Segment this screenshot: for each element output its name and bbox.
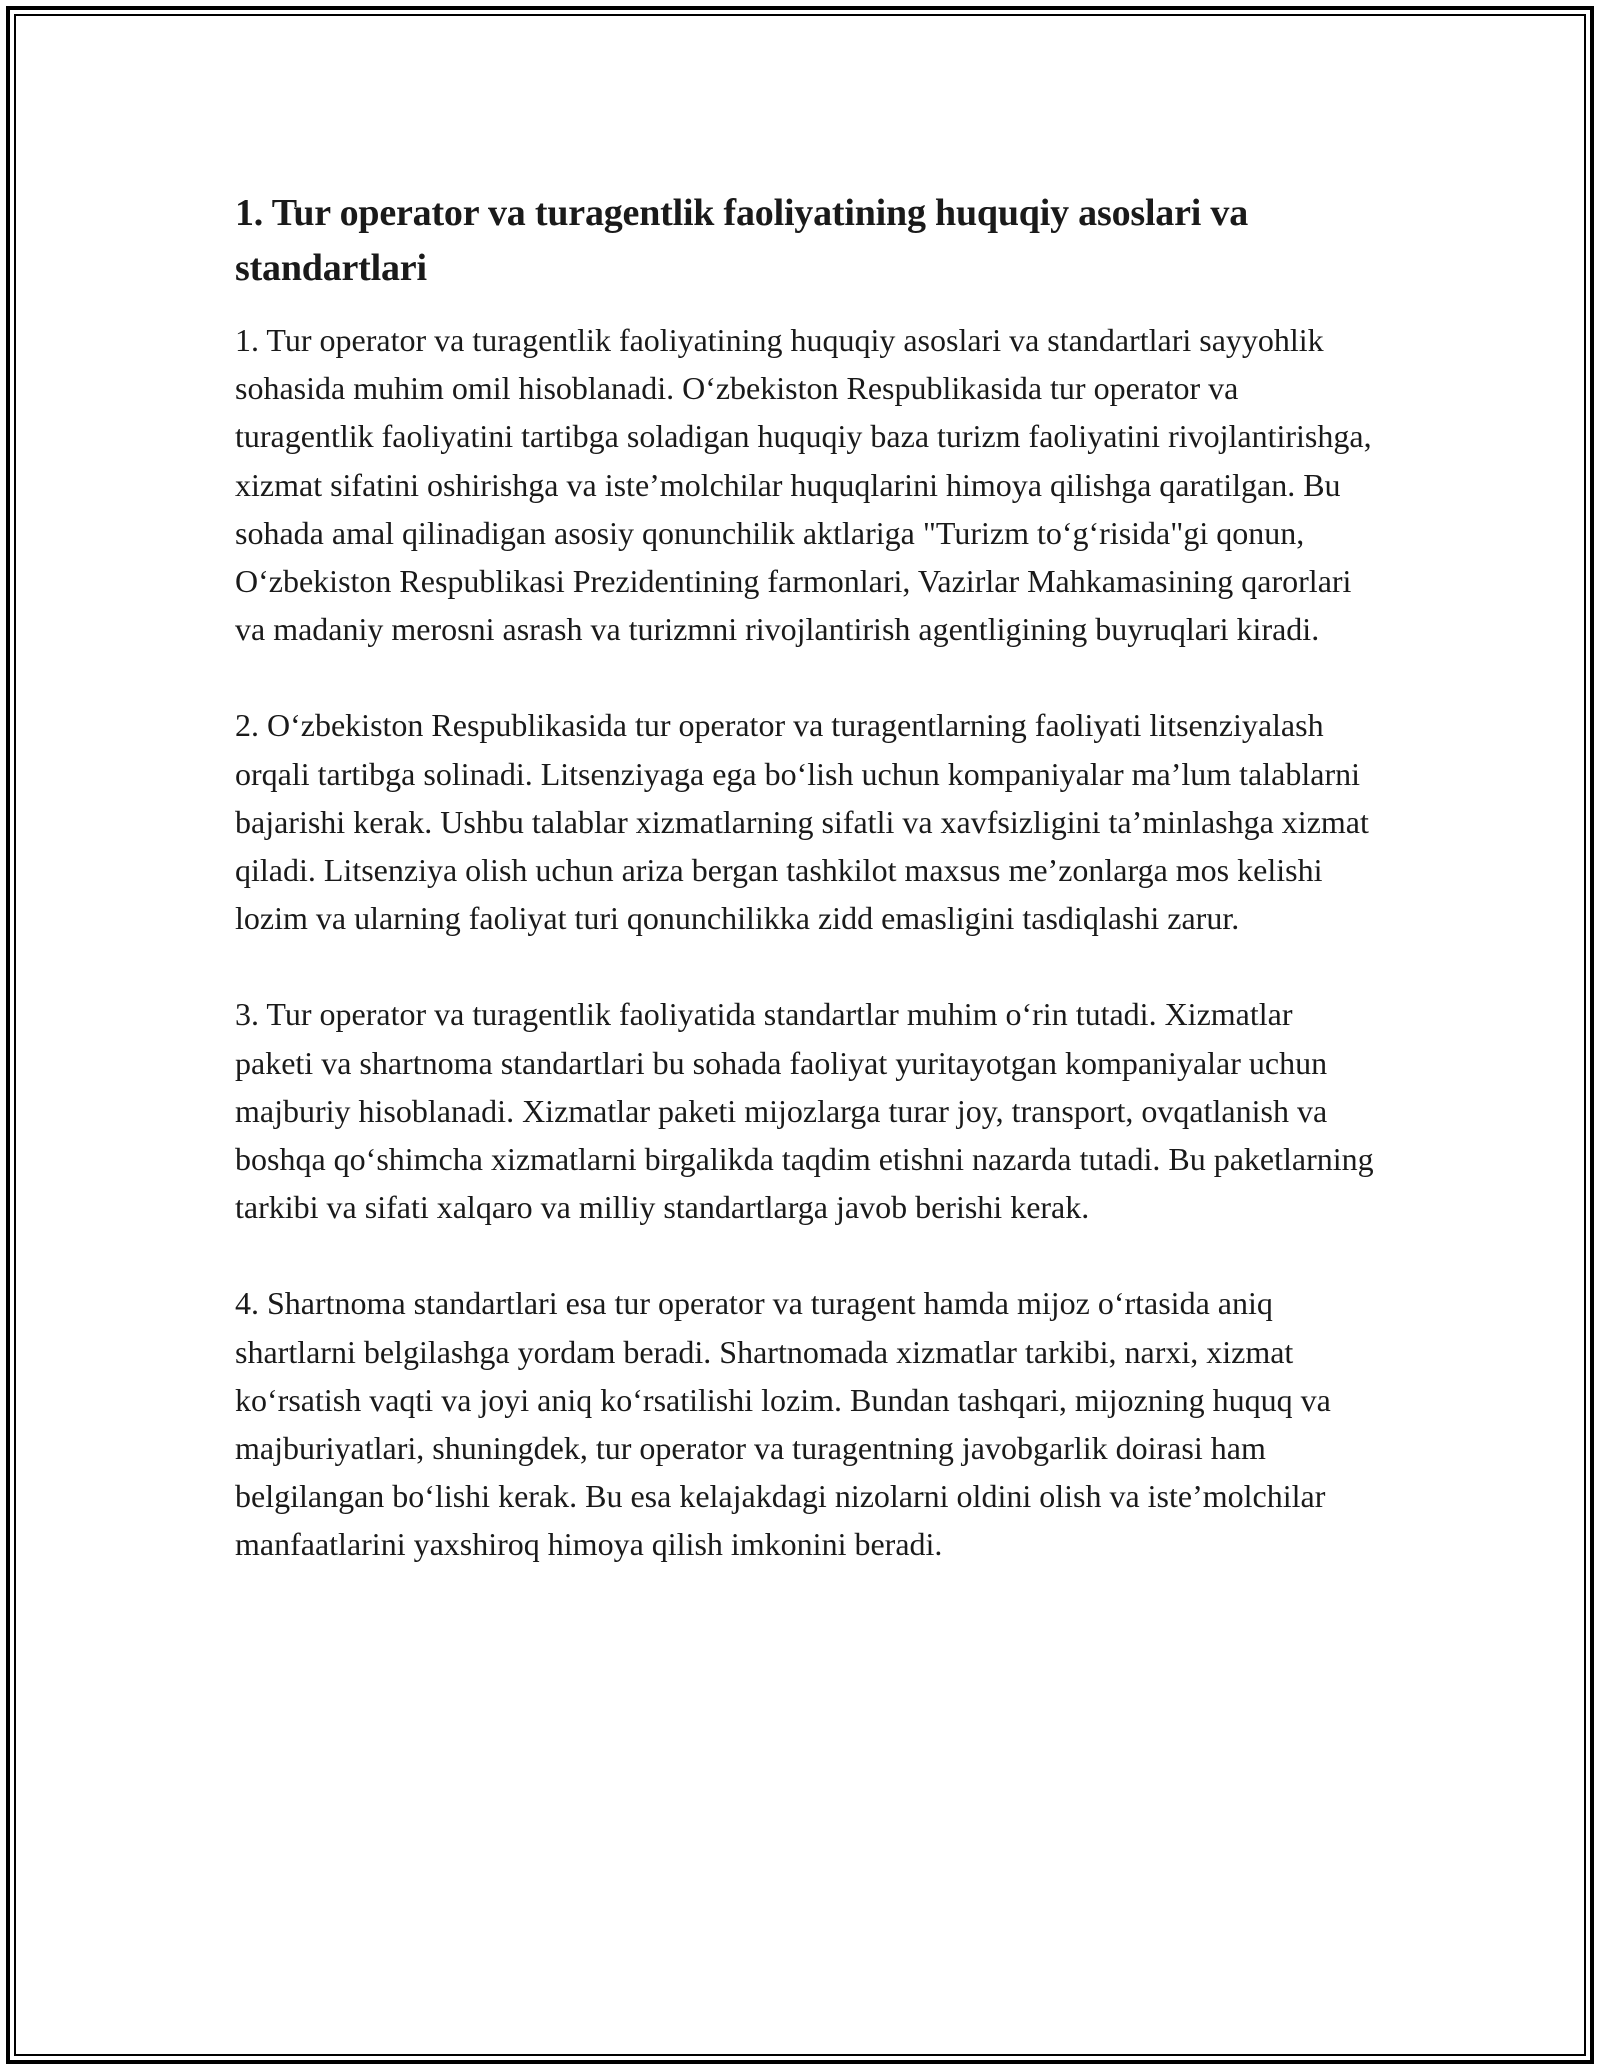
paragraph-1: 1. Tur operator va turagentlik faoliyatining huquqiy asoslari va standartlari sayyohlik sohasida muhim omil hisoblanadi. O‘zbekiston Respublikasida tur operator va turagentlik faoliyatini tartibga soladigan huquqiy baza turizm faoliyatini rivojlantirishga, xizmat sifatini oshirishga va iste’molchilar huquqlarini himoya qilishga qaratilgan. Bu sohada amal qilinadigan asosiy qonunchilik aktlariga "Turizm to‘g‘risida"gi qonun, O‘zbekiston Respublikasi Prezidentining farmonlari, Vazirlar Mahkamasining qarorlari va madaniy merosni asrash va turizmni rivojlantirish agentligining buyruqlari kiradi. xyxy=(235,322,1372,648)
paragraph-4: 4. Shartnoma standartlari esa tur operator va turagent hamda mijoz o‘rtasida aniq shartlarni belgilashga yordam beradi. Shartnomada xizmatlar tarkibi, narxi, xizmat ko‘rsatish vaqti va joyi aniq ko‘rsatilishi lozim. Bundan tashqari, mijozning huquq va majburiyatlari, shuningdek, tur operator va turagentning javobgarlik doirasi ham belgilangan bo‘lishi kerak. Bu esa kelajakdagi nizolarni oldini olish va iste’molchilar manfaatlarini yaxshiroq himoya qilish imkonini beradi. xyxy=(235,1285,1331,1563)
document-title: 1. Tur operator va turagentlik faoliyatining huquqiy asoslari va standartlari xyxy=(235,192,1249,289)
paragraph-2: 2. O‘zbekiston Respublikasida tur operator va turagentlarning faoliyati litsenziyalash orqali tartibga solinadi. Litsenziyaga ega bo‘lish uchun kompaniyalar ma’lum talablarni bajarishi kerak. Ushbu talablar xizmatlarning sifatli va xavfsizligini ta’minlashga xizmat qiladi. Litsenziya olish uchun ariza bergan tashkilot maxsus me’zonlarga mos kelishi lozim va ularning faoliyat turi qonunchilikka zidd emasligini tasdiqlashi zarur. xyxy=(235,707,1369,937)
paragraph-3: 3. Tur operator va turagentlik faoliyatida standartlar muhim o‘rin tutadi. Xizmatlar paketi va shartnoma standartlari bu sohada faoliyat yuritayotgan kompaniyalar uchun majburiy hisoblanadi. Xizmatlar paketi mijozlarga turar joy, transport, ovqatlanish va boshqa qo‘shimcha xizmatlarni birgalikda taqdim etishni nazarda tutadi. Bu paketlarning tarkibi va sifati xalqaro va milliy standartlarga javob berishi kerak. xyxy=(235,996,1374,1226)
document-body xyxy=(235,186,1375,1617)
